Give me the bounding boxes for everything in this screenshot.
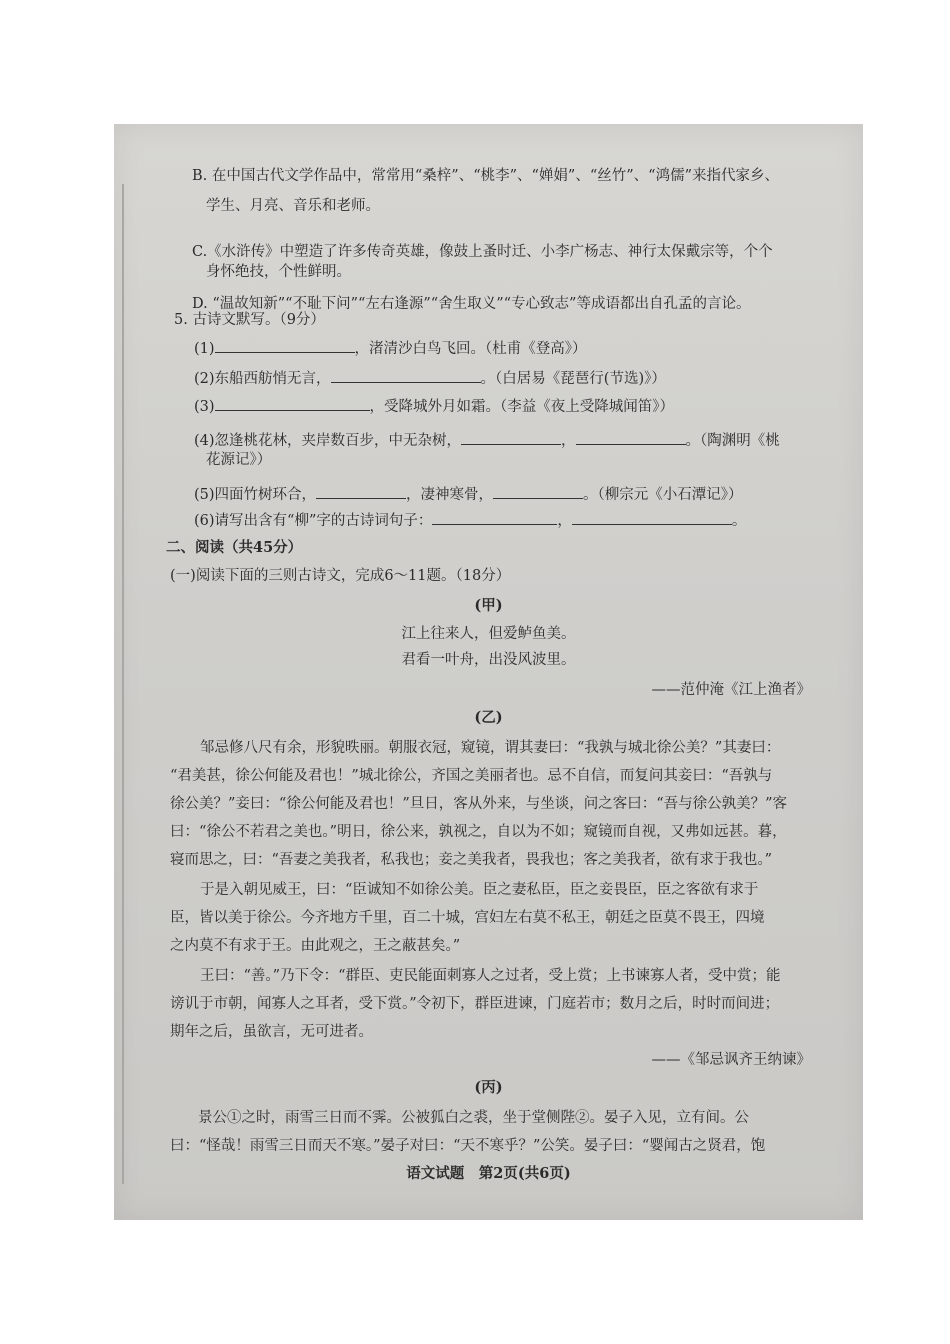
q5-item2	[194, 368, 666, 389]
q5-title: 5. 古诗文默写。（9分）	[174, 312, 325, 328]
q5-item4-cont: 花源记》）	[206, 452, 272, 468]
q5-item6-blank2[interactable]	[572, 510, 732, 525]
choice-b-line2: 学生、月亮、音乐和老师。	[206, 198, 380, 214]
q5-item1-blank[interactable]	[215, 338, 355, 353]
yi-source: ——《邹忌讽齐王纳谏》	[651, 1052, 811, 1068]
q5-item5-blank1[interactable]	[316, 484, 406, 499]
q5-item6-blank1[interactable]	[432, 510, 557, 525]
q5-item5-post: 。（柳宗元《小石潭记》）	[583, 487, 743, 503]
jia-source: ——范仲淹《江上渔者》	[651, 682, 811, 698]
q5-item1-text: ，渚清沙白鸟飞回。（杜甫《登高》）	[354, 341, 587, 357]
yi-text-line: 曰：“徐公不若君之美也。”明日，徐公来，孰视之，自以为不如；窥镜而自视，又弗如远甚。暮，	[170, 824, 787, 840]
q5-item5-pre: (5)四面竹树环合，	[194, 487, 317, 503]
passage-bing-label: (丙)	[474, 1079, 503, 1096]
yi-text-line: “君美甚，徐公何能及君也！”城北徐公，齐国之美丽者也。忌不自信，而复问其妾曰：“吾孰与	[170, 768, 773, 784]
passage-yi-label: (乙)	[474, 709, 503, 726]
q5-item3	[194, 396, 674, 417]
choice-d-line1: D. “温故知新”“不耻下问”“左右逢源”“舍生取义”“专心致志”等成语都出自孔孟的言论。	[192, 296, 751, 312]
yi-text-line: 谤讥于市朝，闻寡人之耳者，受下赏。”令初下，群臣进谏，门庭若市；数月之后，时时而间进；	[170, 996, 780, 1012]
reading-heading: 二、阅读（共45分）	[166, 539, 303, 556]
q5-item3-num: (3)	[194, 399, 215, 415]
yi-text-line: 徐公美？”妾曰：“徐公何能及君也！”旦日，客从外来，与坐谈，问之客曰：“吾与徐公孰美？”客	[170, 796, 788, 812]
q5-item3-blank[interactable]	[215, 396, 370, 411]
q5-item1	[194, 338, 587, 359]
page-footer: 语文试题 第2页(共6页)	[406, 1165, 571, 1182]
exam-paper-sheet	[114, 124, 863, 1220]
yi-text-line: 寝而思之，曰：“吾妻之美我者，私我也；妾之美我者，畏我也；客之美我者，欲有求于我也。”	[170, 852, 773, 868]
choice-c-line1: C.《水浒传》中塑造了许多传奇英雄，像鼓上蚤时迁、小李广杨志、神行太保戴宗等，个个	[192, 244, 773, 260]
q5-item2-blank[interactable]	[331, 368, 481, 383]
q5-item5-mid: ，凄神寒骨，	[406, 487, 494, 503]
q5-item2-pre: (2)东船西舫悄无言，	[194, 371, 331, 387]
q5-item2-post: 。（白居易《琵琶行(节选)》）	[480, 371, 666, 387]
q5-item4-post: 。（陶渊明《桃	[685, 433, 780, 449]
yi-text-line: 臣，皆以美于徐公。今齐地方千里，百二十城，宫妇左右莫不私王，朝廷之臣莫不畏王，四境	[170, 910, 765, 926]
yi-text-line: 王曰：“善。”乃下令：“群臣、吏民能面刺寡人之过者，受上赏；上书谏寡人者，受中赏；能	[200, 968, 781, 984]
q5-item5-blank2[interactable]	[493, 484, 583, 499]
jia-poem-line1: 江上往来人，但爱鲈鱼美。	[401, 626, 576, 642]
q5-item6-mid: ，	[557, 513, 572, 529]
choice-c-line2: 身怀绝技，个性鲜明。	[206, 264, 351, 280]
yi-text-line: 邹忌修八尺有余，形貌昳丽。朝服衣冠，窥镜，谓其妻曰：“我孰与城北徐公美？”其妻曰：	[200, 740, 781, 756]
q5-item1-num: (1)	[194, 341, 215, 357]
q5-item4-pre: (4)忽逢桃花林，夹岸数百步，中无杂树，	[194, 433, 462, 449]
q5-item4-blank1[interactable]	[461, 430, 561, 445]
yi-text-line: 于是入朝见威王，曰：“臣诚知不如徐公美。臣之妻私臣，臣之妾畏臣，臣之客欲有求于	[200, 882, 759, 898]
choice-b-line1: B. 在中国古代文学作品中，常常用“桑梓”、“桃李”、“婵娟”、“丝竹”、“鸿儒”来指代家乡、	[192, 168, 779, 184]
q5-item3-text: ，受降城外月如霜。（李益《夜上受降城闻笛》）	[369, 399, 675, 415]
yi-text-line: 期年之后，虽欲言，无可进者。	[170, 1024, 373, 1040]
passage-jia-label: (甲)	[474, 597, 503, 614]
q5-item4-blank2[interactable]	[576, 430, 686, 445]
bing-text-line1: 景公①之时，雨雪三日而不霁。公被狐白之裘，坐于堂侧陛②。晏子入见，立有间。公	[198, 1110, 749, 1126]
jia-poem-line2: 君看一叶舟，出没风波里。	[401, 652, 576, 668]
q5-item6-post: 。	[731, 513, 747, 529]
exam-content	[114, 124, 863, 1220]
q5-item4-mid: ，	[561, 433, 576, 449]
q5-item6-pre: (6)请写出含有“柳”字的古诗词句子：	[194, 513, 433, 529]
q5-item5	[194, 484, 743, 505]
yi-text-line: 之内莫不有求于王。由此观之，王之蔽甚矣。”	[170, 938, 461, 954]
reading-sub: (一)阅读下面的三则古诗文，完成6～11题。（18分）	[170, 568, 511, 584]
q5-item4	[194, 430, 780, 451]
bing-text-line2: 曰：“怪哉！雨雪三日而天不寒。”晏子对曰：“天不寒乎？”公笑。晏子曰：“婴闻古之贤君，饱	[170, 1138, 766, 1154]
q5-item6	[194, 510, 746, 531]
